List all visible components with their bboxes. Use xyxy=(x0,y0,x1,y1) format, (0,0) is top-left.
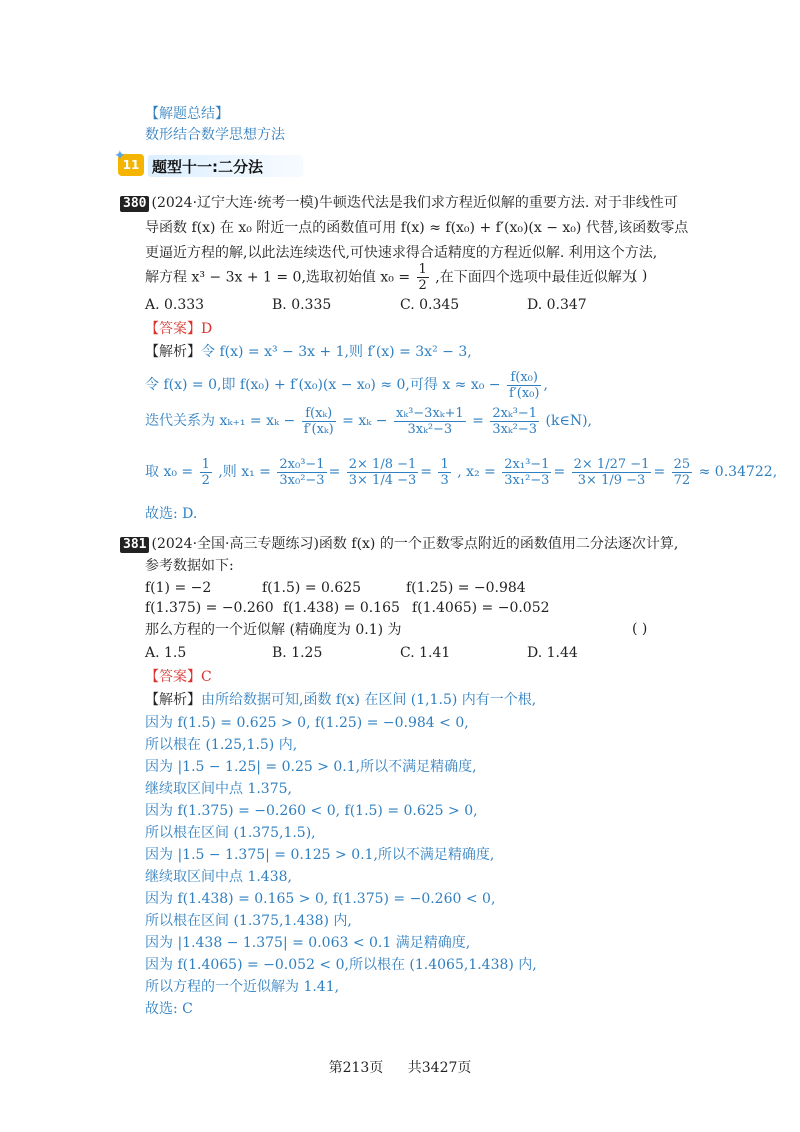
q381-analysis-11: 所以根在区间 (1.375,1.438) 内, xyxy=(145,913,352,929)
q380-analysis-3: 迭代关系为 xₖ₊₁ = xₖ − $\frac{\text{f(xₖ)}}{\text{f′(xₖ)}}$ = xₖ − $\frac{\text{xₖ³−3xₖ+1}}{\text{3xₖ²−3}}$ = $\frac{\text{2xₖ³−1}}{\text{3xₖ²−3}}$ (k∈N), xyxy=(145,405,592,437)
q381-analysis-7: 所以根在区间 (1.375,1.5), xyxy=(145,825,316,841)
q380-line3: 更逼近方程的解,以此法连续迭代,可快速求得合适精度的方程近似解. 利用这个方法, xyxy=(145,245,658,261)
q381-number: 381 xyxy=(120,537,149,553)
q381-data-6: f(1.4065) = −0.052 xyxy=(412,600,550,616)
q381-analysis-2: 因为 f(1.5) = 0.625 > 0, f(1.25) = −0.984 < 0, xyxy=(145,715,469,731)
q380-option-d: D. 0.347 xyxy=(527,297,587,313)
summary-body: 数形结合数学思想方法 xyxy=(145,127,285,143)
q381-analysis-4: 因为 |1.5 − 1.25| = 0.25 > 0.1,所以不满足精确度, xyxy=(145,759,477,775)
q380-option-b: B. 0.335 xyxy=(272,297,332,313)
q380-answer: 【答案】D xyxy=(145,321,213,337)
q380-analysis-1: 【解析】令 f(x) = x³ − 3x + 1,则 f′(x) = 3x² − 3, xyxy=(145,344,472,360)
section-header xyxy=(114,148,348,180)
q381-analysis-15: 故选: C xyxy=(145,1001,193,1017)
summary-title: 【解题总结】 xyxy=(145,106,229,122)
q381-data-4: f(1.375) = −0.260 xyxy=(145,600,274,616)
q381-answer: 【答案】C xyxy=(145,669,212,685)
q381-analysis-1: 【解析】由所给数据可知,函数 f(x) 在区间 (1,1.5) 内有一个根, xyxy=(145,692,537,708)
q380-line1: 380 (2024·辽宁大连·统考一模)牛顿迭代法是我们求方程近似解的重要方法. 对于非线性可 xyxy=(120,194,678,212)
q381-line2: 参考数据如下: xyxy=(145,558,234,574)
q380-analysis-2: 令 f(x) = 0,即 f(x₀) + f′(x₀)(x − x₀) ≈ 0,可得 x ≈ x₀ − $\frac{\text{f(x₀)}}{\text{f′(x₀)}}$ , xyxy=(145,369,548,401)
q381-analysis-12: 因为 |1.438 − 1.375| = 0.063 < 0.1 满足精确度, xyxy=(145,935,471,951)
q380-analysis-4: 取 x₀ = $\frac{1}{2}$ ,则 x₁ = $\frac{\text{2x₀³−1}}{\text{3x₀²−3}}$ = $\frac{2\times 1/8 -1}{3\times 1/4 -3}$ = $\frac{1}{3}$ , x₂ = $\frac{\text{2x₁³−1}}{\text{3x₁²−3}}$ = $\frac{2\times 1/27 -1}{3\times 1/9 -3}$ = $\frac{25}{72}$ ≈ 0.34722, xyxy=(145,456,778,488)
q381-data-3: f(1.25) = −0.984 xyxy=(406,580,526,596)
q381-analysis-13: 因为 f(1.4065) = −0.052 < 0,所以根在 (1.4065,1.438) 内, xyxy=(145,957,537,973)
sparkle-icon: ✦ xyxy=(114,148,126,164)
page-total: 共3427页 xyxy=(407,1060,472,1076)
q380-option-a: A. 0.333 xyxy=(145,297,205,313)
q381-option-c: C. 1.41 xyxy=(400,645,451,661)
page-number: 第213页 xyxy=(328,1060,384,1076)
q381-option-b: B. 1.25 xyxy=(272,645,323,661)
q380-number: 380 xyxy=(120,196,149,212)
q380-line2: 导函数 f(x) 在 x₀ 附近一点的函数值可用 f(x) ≈ f(x₀) + f′(x₀)(x − x₀) 代替,该函数零点 xyxy=(145,220,689,236)
q381-data-2: f(1.5) = 0.625 xyxy=(262,580,362,596)
q381-analysis-3: 所以根在 (1.25,1.5) 内, xyxy=(145,737,298,753)
q381-data-1: f(1) = −2 xyxy=(145,580,212,596)
q381-analysis-10: 因为 f(1.438) = 0.165 > 0, f(1.375) = −0.260 < 0, xyxy=(145,891,496,907)
q381-analysis-6: 因为 f(1.375) = −0.260 < 0, f(1.5) = 0.625 > 0, xyxy=(145,803,478,819)
half-fraction: $\frac{1}{2}$ xyxy=(418,262,427,293)
q380-option-c: C. 0.345 xyxy=(400,297,460,313)
q380-analysis-5: 故选: D. xyxy=(145,506,198,522)
q381-answer-blank: ( ) xyxy=(632,621,648,637)
q381-analysis-8: 因为 |1.5 − 1.375| = 0.125 > 0.1,所以不满足精确度, xyxy=(145,847,495,863)
q380-answer-blank: ( ) xyxy=(632,268,648,284)
q381-analysis-14: 所以方程的一个近似解为 1.41, xyxy=(145,979,340,995)
q381-data-5: f(1.438) = 0.165 xyxy=(283,600,400,616)
q381-analysis-5: 继续取区间中点 1.375, xyxy=(145,781,292,797)
page-footer xyxy=(0,1057,800,1077)
q381-line1: 381 (2024·全国·高三专题练习)函数 f(x) 的一个正数零点附近的函数值用二分法逐次计算, xyxy=(120,535,678,553)
q380-line4: 解方程 x³ − 3x + 1 = 0,选取初始值 x₀ = $\frac{1}{2}$ ,在下面四个选项中最佳近似解为 xyxy=(145,262,636,293)
q381-option-d: D. 1.44 xyxy=(527,645,578,661)
section-title: 题型十一:二分法 xyxy=(152,158,263,176)
q381-option-a: A. 1.5 xyxy=(145,645,187,661)
q381-analysis-9: 继续取区间中点 1.438, xyxy=(145,869,292,885)
section-badge: 11 xyxy=(118,154,144,176)
q381-line3: 那么方程的一个近似解 (精确度为 0.1) 为 xyxy=(145,622,402,638)
